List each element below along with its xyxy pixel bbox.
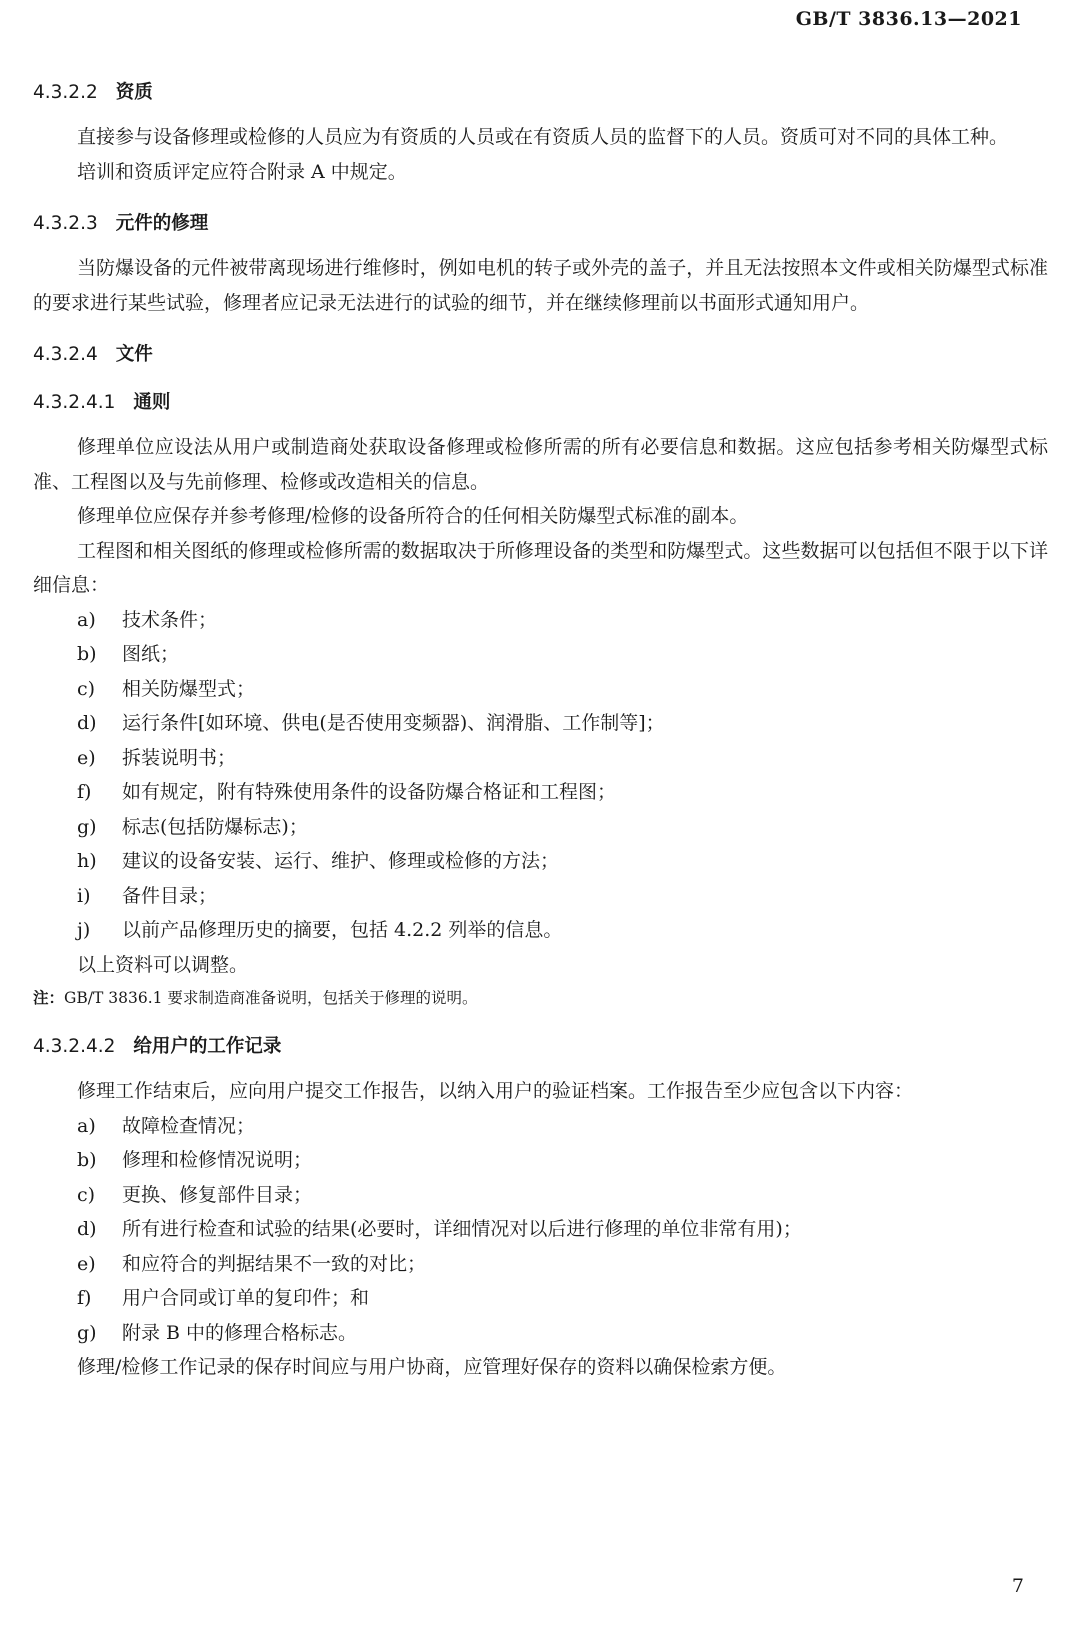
paragraph: 直接参与设备修理或检修的人员应为有资质的人员或在有资质人员的监督下的人员。资质可对不同的具体工种。 — [77, 126, 1009, 148]
list-text: 和应符合的判据结果不一致的对比； — [122, 1252, 427, 1275]
list-item — [33, 1247, 1048, 1282]
paragraph: 修理单位应保存并参考修理/检修的设备所符合的任何相关防爆型式标准的副本。 — [77, 505, 749, 527]
list-text: 修理和检修情况说明； — [122, 1149, 313, 1171]
report-contents-list — [33, 1109, 1048, 1351]
list-marker: d) — [77, 712, 97, 734]
list-item — [33, 913, 1048, 948]
list-item — [33, 1281, 1048, 1316]
note-text: GB/T 3836.1 要求制造商准备说明，包括关于修理的说明。 — [64, 989, 478, 1007]
section-title: 元件的修理 — [115, 213, 209, 234]
section-title: 给用户的工作记录 — [133, 1036, 282, 1057]
list-item — [33, 1178, 1048, 1213]
list-item — [33, 879, 1048, 914]
list-text: 更换、修复部件目录； — [122, 1183, 313, 1206]
list-text: 相关防爆型式； — [122, 677, 256, 700]
list-item — [33, 1316, 1048, 1351]
heading-4-3-2-4 — [33, 340, 1048, 366]
list-marker: h) — [77, 850, 97, 872]
list-item — [33, 1143, 1048, 1178]
list-marker: g) — [77, 1321, 97, 1344]
paragraph: 以上资料可以调整。 — [77, 953, 249, 976]
heading-4-3-2-3 — [33, 209, 1048, 235]
list-text: 拆装说明书； — [122, 746, 237, 769]
section-title: 文件 — [115, 344, 153, 365]
list-marker: e) — [77, 746, 96, 769]
list-text: 用户合同或订单的复印件；和 — [122, 1287, 370, 1309]
standard-number: GB/T 3836.13—2021 — [795, 8, 1022, 30]
list-text: 技术条件； — [122, 608, 218, 631]
note-label: 注： — [33, 988, 65, 1007]
heading-4-3-2-2 — [33, 78, 1048, 104]
list-marker: f) — [77, 781, 92, 803]
list-item — [33, 844, 1048, 879]
list-marker: a) — [77, 1114, 96, 1137]
list-marker: b) — [77, 1149, 97, 1171]
list-text: 建议的设备安装、运行、维护、修理或检修的方法； — [122, 850, 560, 872]
list-marker: c) — [77, 677, 96, 700]
list-marker: c) — [77, 1183, 96, 1206]
list-item — [33, 810, 1048, 845]
list-marker: d) — [77, 1218, 97, 1240]
list-marker: e) — [77, 1252, 96, 1275]
list-marker: j) — [77, 919, 91, 941]
list-text: 标志(包括防爆标志)； — [122, 815, 308, 838]
list-marker: g) — [77, 815, 97, 838]
list-text: 故障检查情况； — [122, 1114, 256, 1137]
list-item — [33, 1109, 1048, 1144]
section-number: 4.3.2.4.2 — [33, 1036, 116, 1057]
list-item — [33, 672, 1048, 707]
list-text: 备件目录； — [122, 884, 218, 907]
paragraph: 工程图和相关图纸的修理或检修所需的数据取决于所修理设备的类型和防爆型式。这些数据可以包括但不限于以下详细信息： — [33, 539, 1048, 596]
section-number: 4.3.2.2 — [33, 82, 98, 103]
paragraph: 培训和资质评定应符合附录 A 中规定。 — [77, 160, 407, 183]
list-text: 所有进行检查和试验的结果(必要时，详细情况对以后进行修理的单位非常有用)； — [122, 1218, 802, 1240]
list-marker: f) — [77, 1287, 92, 1309]
list-text: 图纸； — [122, 643, 180, 665]
section-title: 资质 — [115, 82, 153, 103]
list-marker: i) — [77, 884, 91, 907]
list-item — [33, 775, 1048, 810]
heading-4-3-2-4-1 — [33, 388, 1048, 414]
section-number: 4.3.2.4.1 — [33, 392, 116, 413]
list-item — [33, 741, 1048, 776]
heading-4-3-2-4-2 — [33, 1032, 1048, 1058]
list-text: 如有规定，附有特殊使用条件的设备防爆合格证和工程图； — [122, 781, 617, 803]
list-item — [33, 637, 1048, 672]
page-content — [33, 78, 1048, 1385]
list-item — [33, 603, 1048, 638]
section-number: 4.3.2.3 — [33, 213, 98, 234]
list-item — [33, 706, 1048, 741]
list-text: 以前产品修理历史的摘要，包括 4.2.2 列举的信息。 — [122, 919, 563, 941]
list-marker: b) — [77, 643, 97, 665]
list-item — [33, 1212, 1048, 1247]
paragraph: 修理单位应设法从用户或制造商处获取设备修理或检修所需的所有必要信息和数据。这应包括参考相关防爆型式标准、工程图以及与先前修理、检修或改造相关的信息。 — [33, 436, 1048, 493]
paragraph: 当防爆设备的元件被带离现场进行维修时，例如电机的转子或外壳的盖子，并且无法按照本文件或相关防爆型式标准的要求进行某些试验，修理者应记录无法进行的试验的细节，并在继续修理前以书面形式通知用户。 — [33, 257, 1048, 314]
list-text: 运行条件[如环境、供电(是否使用变频器)、润滑脂、工作制等]； — [122, 712, 665, 734]
page-number: 7 — [1011, 1575, 1024, 1597]
paragraph: 修理工作结束后，应向用户提交工作报告，以纳入用户的验证档案。工作报告至少应包含以下内容： — [77, 1080, 914, 1102]
note — [33, 984, 1048, 1012]
section-title: 通则 — [133, 392, 171, 413]
info-list — [33, 603, 1048, 948]
section-number: 4.3.2.4 — [33, 344, 98, 365]
list-marker: a) — [77, 608, 96, 631]
paragraph: 修理/检修工作记录的保存时间应与用户协商，应管理好保存的资料以确保检索方便。 — [77, 1356, 787, 1378]
list-text: 附录 B 中的修理合格标志。 — [122, 1321, 358, 1344]
